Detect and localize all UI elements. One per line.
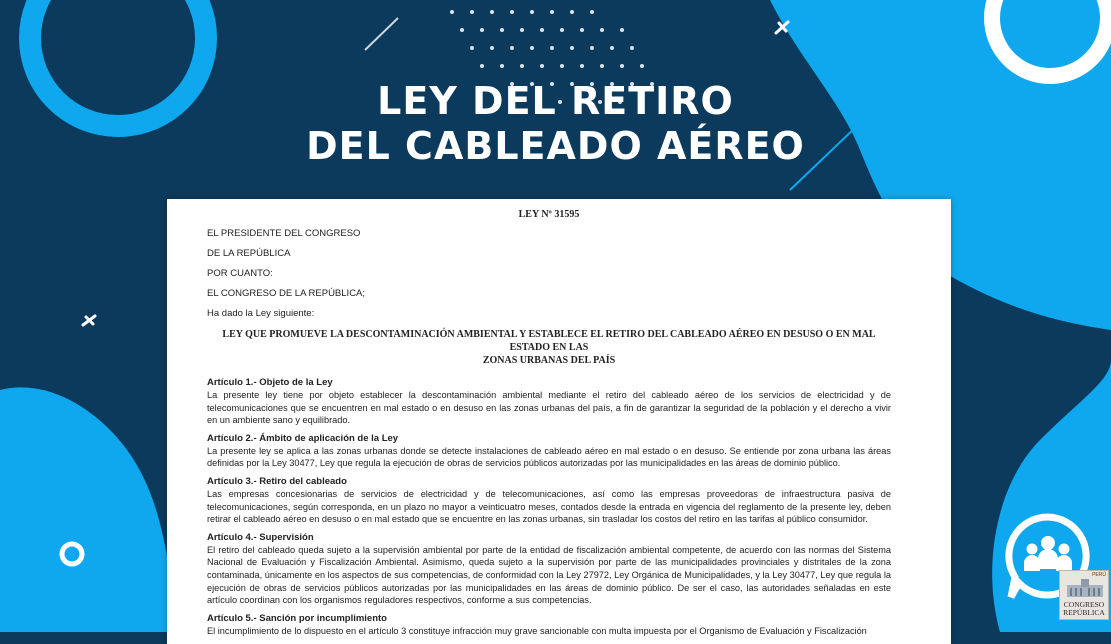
banner-title-line-2: DEL CABLEADO AÉREO <box>306 124 805 168</box>
article-heading: Artículo 2.- Ámbito de aplicación de la Ley <box>207 432 399 444</box>
article <box>207 532 891 607</box>
preamble-line: Ha dado la Ley siguiente: <box>207 308 315 319</box>
law-title-line-1: LEY QUE PROMUEVE LA DESCONTAMINACIÓN AMBIENTAL Y ESTABLECE EL RETIRO DEL CABLEADO AÉREO EN DESUSO O EN MAL ESTADO EN LAS <box>222 329 876 353</box>
article <box>207 613 891 638</box>
article-heading: Artículo 1.- Objeto de la Ley <box>207 377 333 388</box>
preamble-line: DE LA REPÚBLICA <box>207 248 291 259</box>
congress-building-seal-icon <box>1059 570 1109 620</box>
article-body: Las empresas concesionarias de servicios de electricidad y de telecomunicaciones, así como las empresas proveedoras de infraestructura pasiva de telecomunicaciones, según corresponda, en un plazo no mayor a veinticuatro meses, contados desde la entrada en vigencia del reglamento de la presente ley, deben retirar el cableado aéreo en desuso o en mal estado que se encuentre en las zonas urbanas, sin trasladar los costos del retiro en las tarifas al público consumidor. <box>207 488 891 525</box>
article-body: El incumplimiento de lo dispuesto en el artículo 3 constituye infracción muy grave sancionable con multa impuesta por el Organismo de Evaluación y Fiscalización <box>207 625 867 636</box>
law-title-line-2: ZONAS URBANAS DEL PAÍS <box>482 355 616 366</box>
law-document <box>167 199 951 644</box>
article-heading: Artículo 5.- Sanción por incumplimiento <box>207 612 387 624</box>
seal-line-2: REPÚBLICA <box>1063 608 1105 617</box>
article-body: La presente ley se aplica a las zonas urbanas donde se detecte instalaciones de cableado aéreo en mal estado o en desuso. Se entiende por zona urbana las áreas definidas por la Ley 30477, Ley que regula la ejecución de obras de servicios públicos autorizadas por las municipalidades en las áreas de dominio público. <box>207 445 891 469</box>
article-heading: Artículo 3.- Retiro del cableado <box>207 475 347 487</box>
preamble-line: POR CUANTO: <box>207 268 273 279</box>
article <box>207 433 891 470</box>
law-number: LEY Nº 31595 <box>518 209 580 220</box>
article-body: La presente ley tiene por objeto establecer la descontaminación ambiental mediante el retiro del cableado aéreo de los servicios de electricidad y de telecomunicaciones que se encuentren en mal estado o en desuso en las zonas urbanas del país, a fin de garantizar la seguridad de la población y el derecho a vivir en un ambiente sano y equilibrado. <box>207 390 891 426</box>
article-heading: Artículo 4.- Supervisión <box>207 531 314 543</box>
preamble-line: EL PRESIDENTE DEL CONGRESO <box>207 228 361 239</box>
seal-country: PERÚ <box>1092 572 1106 578</box>
article <box>207 476 891 526</box>
building-icon <box>1065 577 1105 599</box>
seal-line-1: CONGRESO <box>1063 600 1105 609</box>
law-title <box>207 328 891 367</box>
preamble-line: EL CONGRESO DE LA REPÚBLICA; <box>207 288 366 299</box>
article <box>207 377 891 427</box>
article-body: El retiro del cableado queda sujeto a la supervisión ambiental por parte de la entidad de fiscalización ambiental competente, de acuerdo con las normas del Sistema Nacional de Evaluación y Fiscalización Ambiental. Asimismo, queda sujeto a la supervisión por parte de las municipalidades provinciales y distritales de la zona contaminada, únicamente en los aspectos de sus competencias, de conformidad con la Ley 27972, Ley Orgánica de Municipalidades, y la Ley 30477, Ley que regula la ejecución de obras de servicios públicos autorizadas por las municipalidades en las áreas de dominio público. De ser el caso, las autoridades señaladas en este artículo coordinan con los organismos reguladores respectivos, conforme a sus competencias. <box>207 544 891 606</box>
banner-title-line-1: LEY DEL RETIRO <box>377 79 734 123</box>
seal-caption <box>1060 601 1108 617</box>
